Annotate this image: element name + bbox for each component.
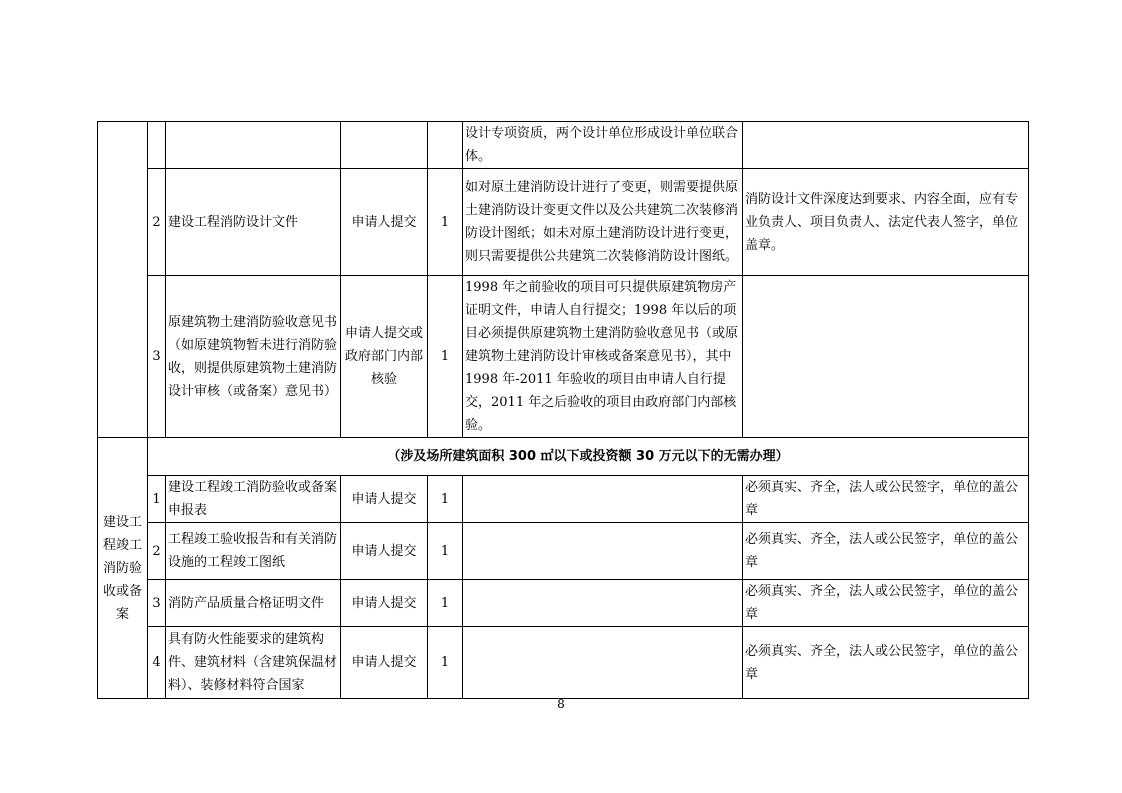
table-row: [98, 476, 1029, 523]
copies: 1: [428, 627, 463, 699]
table-row: [98, 580, 1029, 627]
table-row: [98, 169, 1029, 276]
section-title: 建设工程竣工消防验收或备案: [98, 438, 148, 699]
remark: [463, 580, 743, 627]
copies: 1: [428, 169, 463, 276]
copies: [428, 122, 463, 169]
requirement: 消防设计文件深度达到要求、内容全面，应有专业负责人、项目负责人、法定代表人签字，单位盖章。: [743, 169, 1029, 276]
table-row: [98, 122, 1029, 169]
table-row: [98, 523, 1029, 580]
row-number: 1: [148, 476, 166, 523]
copies: 1: [428, 523, 463, 580]
material-source: [341, 122, 428, 169]
requirement: 必须真实、齐全，法人或公民签字，单位的盖公章: [743, 476, 1029, 523]
material-name: 建设工程消防设计文件: [166, 169, 341, 276]
material-name: [166, 122, 341, 169]
requirement: [743, 122, 1029, 169]
copies: 1: [428, 476, 463, 523]
material-source: 申请人提交: [341, 523, 428, 580]
remark: [463, 523, 743, 580]
material-source: 申请人提交: [341, 580, 428, 627]
material-source: 申请人提交: [341, 169, 428, 276]
section-banner: （涉及场所建筑面积 300 ㎡以下或投资额 30 万元以下的无需办理）: [148, 438, 1029, 476]
material-name: 原建筑物土建消防验收意见书（如原建筑物暂未进行消防验收，则提供原建筑物土建消防设计审核（或备案）意见书）: [166, 276, 341, 438]
material-source: 申请人提交: [341, 627, 428, 699]
table-row: [98, 627, 1029, 699]
materials-table: [97, 121, 1029, 699]
remark: [463, 627, 743, 699]
copies: 1: [428, 580, 463, 627]
requirement: 必须真实、齐全，法人或公民签字，单位的盖公章: [743, 627, 1029, 699]
row-number: 2: [148, 169, 166, 276]
material-name: 工程竣工验收报告和有关消防设施的工程竣工图纸: [166, 523, 341, 580]
copies: 1: [428, 276, 463, 438]
row-number: 3: [148, 276, 166, 438]
remark: 如对原土建消防设计进行了变更，则需要提供原土建消防设计变更文件以及公共建筑二次装修消防设计图纸；如未对原土建消防设计进行变更，则只需要提供公共建筑二次装修消防设计图纸。: [463, 169, 743, 276]
material-name: 具有防火性能要求的建筑构件、建筑材料（含建筑保温材料）、装修材料符合国家: [166, 627, 341, 699]
requirement: [743, 276, 1029, 438]
material-source: 申请人提交: [341, 476, 428, 523]
table-row: [98, 276, 1029, 438]
section-title-cell: [98, 122, 148, 438]
material-name: 消防产品质量合格证明文件: [166, 580, 341, 627]
row-number: [148, 122, 166, 169]
banner-row: [98, 438, 1029, 476]
material-name: 建设工程竣工消防验收或备案申报表: [166, 476, 341, 523]
requirement: 必须真实、齐全，法人或公民签字，单位的盖公章: [743, 580, 1029, 627]
remark: [463, 476, 743, 523]
requirement: 必须真实、齐全，法人或公民签字，单位的盖公章: [743, 523, 1029, 580]
material-source: 申请人提交或政府部门内部核验: [341, 276, 428, 438]
page-number: 8: [557, 697, 565, 711]
row-number: 2: [148, 523, 166, 580]
remark: 设计专项资质，两个设计单位形成设计单位联合体。: [463, 122, 743, 169]
row-number: 3: [148, 580, 166, 627]
remark: 1998 年之前验收的项目可只提供原建筑物房产证明文件，申请人自行提交；1998 年以后的项目必须提供原建筑物土建消防验收意见书（或原建筑物土建消防设计审核或备案意见书），其中 1998 年-2011 年验收的项目由申请人自行提交，2011 年之后验收的项目由政府部门内部核验。: [463, 276, 743, 438]
row-number: 4: [148, 627, 166, 699]
